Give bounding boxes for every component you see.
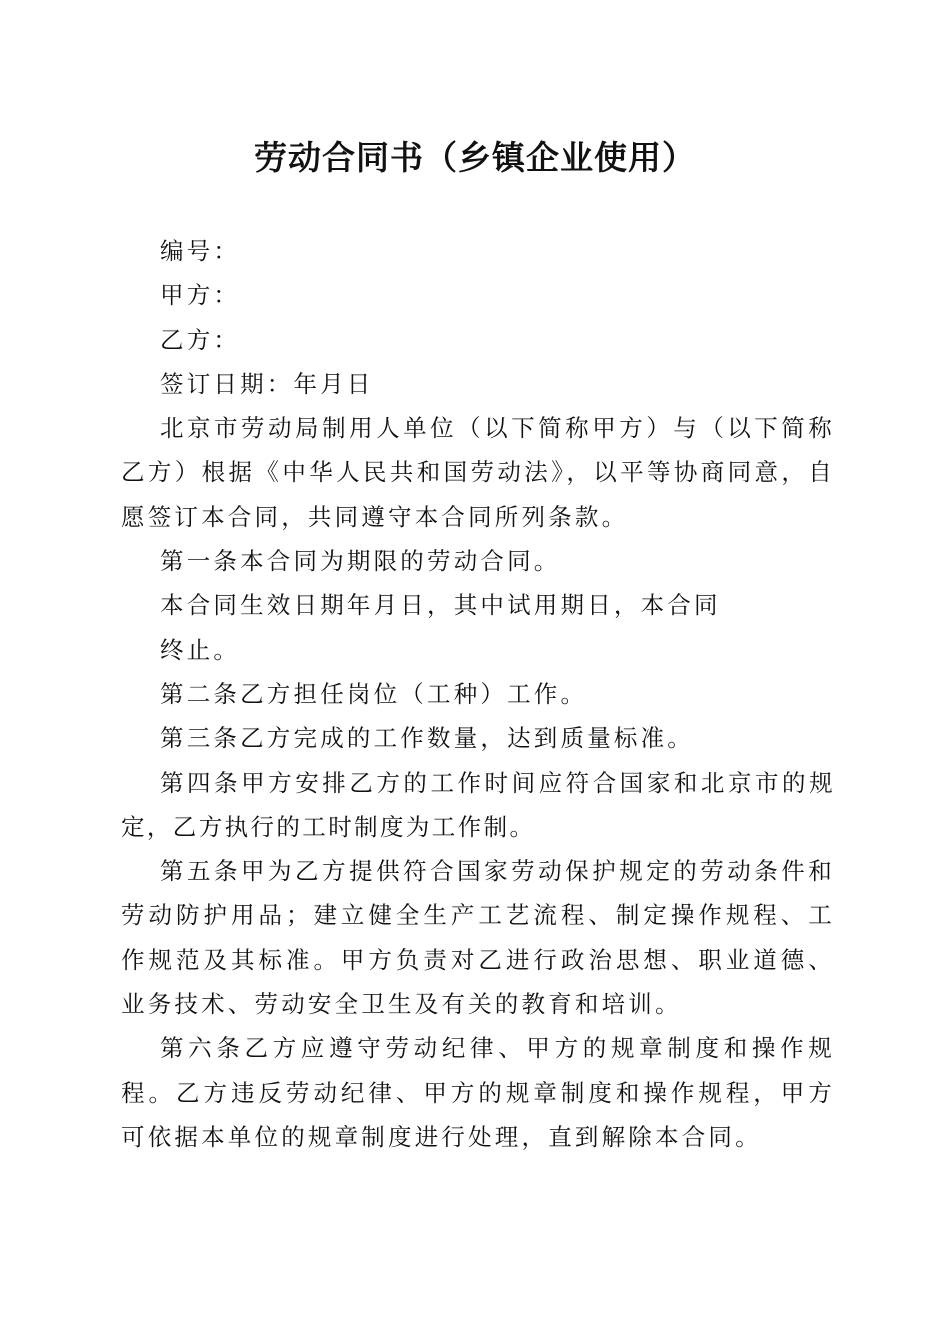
paragraph-article-2: 第二条乙方担任岗位（工种）工作。 bbox=[160, 679, 588, 708]
paragraph-article-5: 第五条甲为乙方提供符合国家劳动保护规定的劳动条件和劳动防护用品；建立健全生产工艺流程、制定操作规程、工作规范及其标准。甲方负责对乙进行政治思想、职业道德、业务技术、劳动安全卫生及有关的教育和培训。 bbox=[121, 857, 835, 1019]
paragraph-article-1: 第一条本合同为期限的劳动合同。 bbox=[160, 547, 561, 576]
paragraph-article-1-end: 终止。 bbox=[160, 635, 241, 664]
paragraph-article-6: 第六条乙方应遵守劳动纪律、甲方的规章制度和操作规程。乙方违反劳动纪律、甲方的规章制度和操作规程，甲方可依据本单位的规章制度进行处理，直到解除本合同。 bbox=[121, 1034, 835, 1151]
paragraph-article-4: 第四条甲方安排乙方的工作时间应符合国家和北京市的规定，乙方执行的工时制度为工作制。 bbox=[121, 768, 835, 841]
paragraph-article-1-detail: 本合同生效日期年月日，其中试用期日，本合同 bbox=[160, 591, 721, 620]
field-party-b: 乙方： bbox=[160, 325, 241, 354]
document-body bbox=[121, 229, 835, 1159]
field-party-a: 甲方： bbox=[160, 281, 241, 310]
field-signing-date: 签订日期：年月日 bbox=[160, 369, 374, 398]
paragraph-intro: 北京市劳动局制用人单位（以下简称甲方）与（以下简称乙方）根据《中华人民共和国劳动法》，以平等协商同意，自愿签订本合同，共同遵守本合同所列条款。 bbox=[121, 414, 835, 531]
document-title: 劳动合同书（乡镇企业使用） bbox=[254, 138, 696, 177]
field-serial-number: 编号： bbox=[160, 237, 241, 265]
paragraph-article-3: 第三条乙方完成的工作数量，达到质量标准。 bbox=[160, 724, 694, 753]
